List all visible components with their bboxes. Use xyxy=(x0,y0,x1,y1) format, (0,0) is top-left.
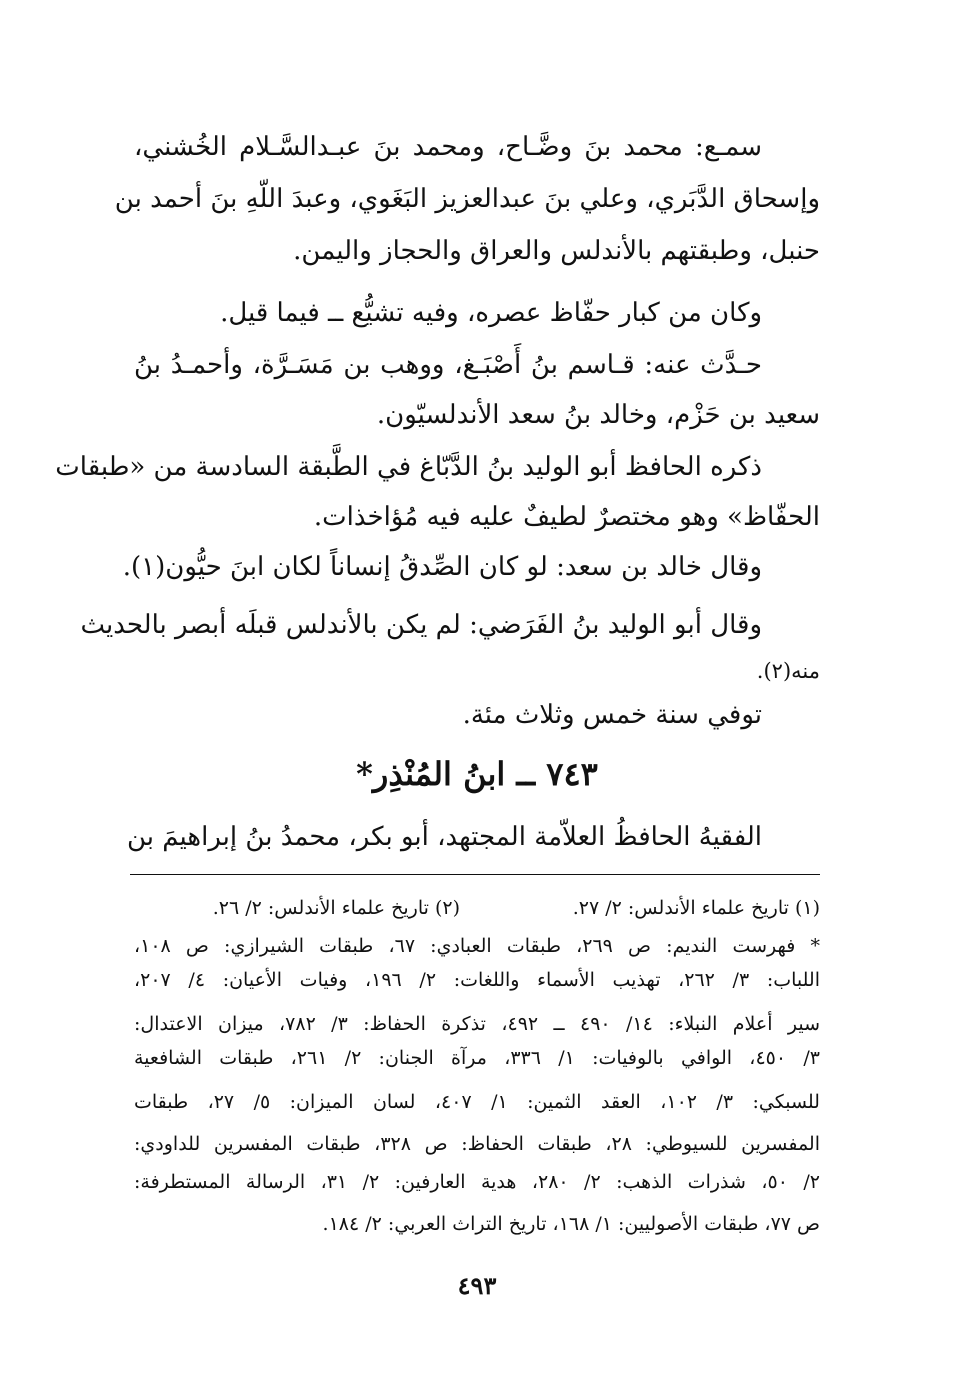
body-line-11: منه(٢). xyxy=(756,659,820,683)
body-line-1: سمـع: محمد بنَ وضَّـاح، ومحمد بنَ عبـدالسَّـلام الخُشني، xyxy=(134,132,762,162)
body-line-7: ذكره الحافظ أبو الوليد بنُ الدَّبّاغ في الطَّبقة السادسة من «طبقات xyxy=(55,452,762,482)
footnote-star-line-6: المفسرين للسيوطي: ٢٨، طبقات الحفاظ: ص ٣٢٨، طبقات المفسرين للداودي: xyxy=(134,1133,820,1155)
footnote-star-line-5: للسبكي: ٣/ ١٠٢، العقد الثمين: ١/ ٤٠٧، لسان الميزان: ٥/ ٢٧، طبقات xyxy=(134,1091,820,1113)
entry-heading: ٧٤٣ ــ ابنُ المُنْذِر* xyxy=(356,755,598,793)
footnote-star-line-4: ٣/ ٤٥٠، الوافي بالوفيات: ١/ ٣٣٦، مرآة الجنان: ٢/ ٢٦١، طبقات الشافعية xyxy=(134,1047,820,1069)
footnote-divider xyxy=(130,874,820,875)
body-line-4: وكان من كبار حفّاظ عصره، وفيه تشيُّع ــ فيما قيل. xyxy=(220,298,762,328)
body-line-3: حنبل، وطبقتهم بالأندلس والعراق والحجاز واليمن. xyxy=(293,236,820,266)
body-line-12: توفي سنة خمس وثلاث مئة. xyxy=(462,700,762,730)
footnote-star-line-2: اللباب: ٣/ ٢٦٢، تهذيب الأسماء واللغات: ٢/ ١٩٦، وفيات الأعيان: ٤/ ٢٠٧، xyxy=(134,969,820,991)
body-line-6: سعيد بن حَزْم، وخالد بنُ سعد الأندلسيّون. xyxy=(376,400,820,430)
body-line-10: وقال أبو الوليد بنُ الفَرَضي: لم يكن بالأندلس قبلَه أبصر بالحديث xyxy=(80,610,762,640)
body-line-2: وإسحاق الدَّبَري، وعلي بنَ عبدالعزيز البَغَوي، وعبدَ اللّهِ بنَ أحمد بن xyxy=(114,184,820,214)
footnote-1: (١) تاريخ علماء الأندلس: ٢/ ٢٧. xyxy=(572,897,820,919)
footnote-star-line-8: ص ٧٧، طبقات الأصوليين: ١/ ١٦٨، تاريخ التراث العربي: ٢/ ١٨٤. xyxy=(322,1213,820,1235)
body-line-5: حـدَّث عنه: قـاسم بنُ أَصْبَـغ، ووهب بن مَسَـرَّة، وأحمـدُ بنُ xyxy=(134,350,762,380)
entry-first-line: الفقيهُ الحافظُ العلاّمة المجتهد، أبو بكر، محمدُ بنُ إبراهيمَ بن xyxy=(126,822,762,852)
body-line-8: الحفّاظ» وهو مختصرٌ لطيفٌ عليه فيه مُؤاخذات. xyxy=(313,502,820,532)
footnote-star-line-1: * فهرست النديم: ص ٢٦٩، طبقات العبادي: ٦٧، طبقات الشيرازي: ص ١٠٨، xyxy=(134,935,820,957)
footnote-star-line-7: ٢/ ٥٠، شذرات الذهب: ٢/ ٢٨٠، هدية العارفين: ٢/ ٣١، الرسالة المستطرفة: xyxy=(134,1171,820,1193)
footnote-2: (٢) تاريخ علماء الأندلس: ٢/ ٢٦. xyxy=(212,897,460,919)
page-number: ٤٩٣ xyxy=(457,1271,497,1300)
body-line-9: وقال خالد بن سعد: لو كان الصِّدقُ إنساناً لكان ابنَ حيُّون(١). xyxy=(122,552,762,582)
footnote-star-line-3: سير أعلام النبلاء: ١٤/ ٤٩٠ ــ ٤٩٢، تذكرة الحفاظ: ٣/ ٧٨٢، ميزان الاعتدال: xyxy=(134,1013,821,1035)
